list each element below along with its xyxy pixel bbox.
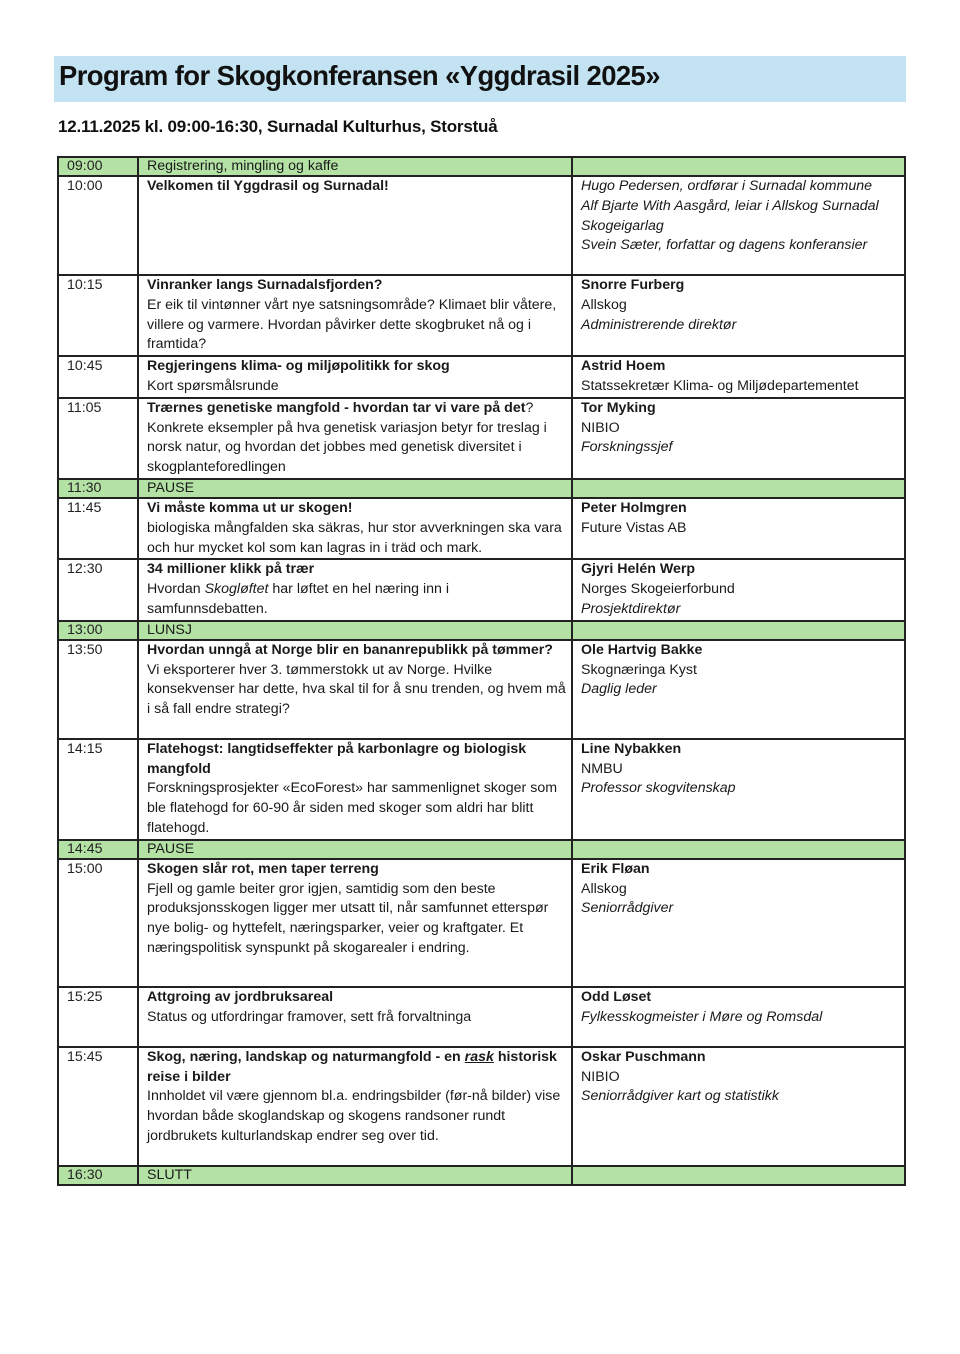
session-title — [147, 399, 571, 419]
speaker-org: Allskog — [581, 880, 627, 897]
speaker-org: Future Vistas AB — [581, 519, 687, 536]
program-row — [58, 356, 905, 398]
title-band — [54, 56, 906, 102]
break-label: PAUSE — [138, 479, 572, 498]
session-topic — [138, 176, 572, 275]
row-time: 09:00 — [58, 157, 138, 176]
row-time: 15:45 — [58, 1047, 138, 1166]
program-row — [58, 176, 905, 275]
session-title-emphasis: rask — [464, 1048, 494, 1065]
speaker-name: Astrid Hoem — [581, 358, 666, 375]
speaker-name: Peter Holmgren — [581, 499, 687, 516]
session-title-suffix: ? — [525, 399, 534, 416]
speaker-name: Ole Hartvig Bakke — [581, 641, 703, 658]
row-time: 11:05 — [58, 398, 138, 479]
speaker-name: Oskar Puschmann — [581, 1048, 706, 1065]
program-row — [58, 1047, 905, 1166]
empty-speaker-cell — [572, 479, 905, 498]
session-description: biologiska mångfalden ska säkras, hur stor avverkningen ska vara och hur mycket kol som kan lagras in i träd och mark. — [147, 519, 562, 556]
speaker-name: Tor Myking — [581, 399, 656, 416]
speaker-role: Daglig leder — [581, 681, 657, 698]
session-title: Skogen slår rot, men taper terreng — [147, 860, 379, 877]
session-topic — [138, 859, 572, 987]
session-speaker — [572, 176, 905, 275]
speaker-org: Statssekretær Klima- og Miljødepartementet — [581, 377, 859, 394]
session-speaker — [572, 559, 905, 620]
speaker-line: Svein Sæter, forfattar og dagens konferansier — [581, 237, 868, 254]
session-speaker — [572, 859, 905, 987]
speaker-name: Erik Fløan — [581, 860, 650, 877]
program-row — [58, 398, 905, 479]
row-time: 11:30 — [58, 479, 138, 498]
session-topic — [138, 275, 572, 356]
description-emphasis: Skogløftet — [204, 581, 269, 598]
description-text: har løftet en hel næring inn i samfunnsdebatten. — [147, 581, 450, 617]
row-time: 15:00 — [58, 859, 138, 987]
session-description: Innholdet vil være gjennom bl.a. endringsbilder (før-nå bilder) vise hvordan både skoglandskap og skogens randsoner rundt jordbrukets kulturlandskap endrer seg over tid. — [147, 1088, 561, 1144]
session-topic — [138, 398, 572, 479]
session-title: Vi måste komma ut ur skogen! — [147, 499, 353, 516]
row-time: 10:45 — [58, 356, 138, 398]
session-title: Velkomen til Yggdrasil og Surnadal! — [147, 178, 389, 194]
speaker-role: Prosjektdirektør — [581, 600, 681, 617]
session-topic — [138, 559, 572, 620]
session-topic — [138, 356, 572, 398]
session-speaker — [572, 640, 905, 739]
row-time: 12:30 — [58, 559, 138, 620]
break-label: LUNSJ — [138, 621, 572, 640]
speaker-name: Line Nybakken — [581, 740, 682, 757]
program-row — [58, 859, 905, 987]
session-speaker — [572, 739, 905, 840]
session-title: Regjeringens klima- og miljøpolitikk for skog — [147, 358, 450, 375]
description-text: Hvordan — [147, 581, 205, 598]
row-time: 16:30 — [58, 1166, 138, 1185]
session-description: Status og utfordringar framover, sett frå forvaltninga — [147, 1008, 472, 1025]
speaker-line: Hugo Pedersen, ordførar i Surnadal kommune — [581, 178, 872, 194]
speaker-name: Snorre Furberg — [581, 277, 685, 293]
speaker-org: Norges Skogeierforbund — [581, 581, 735, 598]
break-label: PAUSE — [138, 840, 572, 859]
session-speaker — [572, 398, 905, 479]
empty-speaker-cell — [572, 840, 905, 859]
session-topic — [138, 1047, 572, 1166]
program-row-break — [58, 621, 905, 640]
speaker-org: Allskog — [581, 296, 627, 313]
row-time: 14:45 — [58, 840, 138, 859]
session-speaker — [572, 356, 905, 398]
session-description: Forskningsprosjekter «EcoForest» har sammenlignet skoger som ble flatehogd for 60-90 år siden med skoger som aldri har blitt flatehogd. — [147, 780, 558, 836]
program-row — [58, 275, 905, 356]
program-table — [57, 156, 906, 1186]
session-topic — [138, 640, 572, 739]
session-title: 34 millioner klikk på trær — [147, 561, 315, 578]
session-description: Vi eksporterer hver 3. tømmerstokk ut av Norge. Hvilke konsekvenser har dette, hva skal til for å snu trenden, og hvem må i så fall endre strategi? — [147, 661, 566, 718]
speaker-name: Gjyri Helén Werp — [581, 561, 696, 578]
speaker-org: NIBIO — [581, 419, 620, 436]
row-time: 13:50 — [58, 640, 138, 739]
session-title-text: Trærnes genetiske mangfold - hvordan tar vi vare på det — [147, 399, 526, 416]
speaker-name: Odd Løset — [581, 988, 652, 1005]
event-date-location: 12.11.2025 kl. 09:00-16:30, Surnadal Kulturhus, Storstuå — [58, 117, 498, 136]
program-row-break — [58, 840, 905, 859]
speaker-role: Professor skogvitenskap — [581, 780, 736, 797]
session-title: Flatehogst: langtidseffekter på karbonlagre og biologisk mangfold — [147, 740, 527, 777]
session-speaker — [572, 987, 905, 1047]
row-time: 10:00 — [58, 176, 138, 275]
empty-speaker-cell — [572, 157, 905, 176]
session-title-text: Skog, næring, landskap og naturmangfold - en — [147, 1048, 465, 1065]
page-title: Program for Skogkonferansen «Yggdrasil 2025» — [59, 60, 660, 91]
session-speaker — [572, 275, 905, 356]
speaker-role: Fylkesskogmeister i Møre og Romsdal — [581, 1008, 823, 1025]
program-row — [58, 559, 905, 620]
speaker-role: Seniorrådgiver — [581, 900, 674, 917]
program-row-break — [58, 1166, 905, 1185]
session-description: Er eik til vintønner vårt nye satsningsområde? Klimaet blir våtere, villere og varmere. Hvordan påvirker dette skogbruket nå og i framtida? — [147, 296, 557, 353]
speaker-line: Alf Bjarte With Aasgård, leiar i Allskog Surnadal Skogeigarlag — [581, 197, 879, 234]
break-label: Registrering, mingling og kaffe — [138, 157, 572, 176]
session-title — [147, 1048, 571, 1088]
session-description: Konkrete eksempler på hva genetisk variasjon betyr for treslag i norsk natur, og hvordan det jobbes med genetisk diversitet i skogplanteforedlingen — [147, 419, 547, 476]
program-row — [58, 498, 905, 559]
session-topic — [138, 498, 572, 559]
row-time: 13:00 — [58, 621, 138, 640]
session-description — [147, 580, 571, 620]
speaker-role: Administrerende direktør — [581, 316, 737, 333]
session-topic — [138, 739, 572, 840]
program-row — [58, 987, 905, 1047]
empty-speaker-cell — [572, 621, 905, 640]
speaker-role: Forskningssjef — [581, 439, 673, 456]
program-row-break — [58, 479, 905, 498]
program-row — [58, 640, 905, 739]
session-speaker — [572, 498, 905, 559]
session-title: Vinranker langs Surnadalsfjorden? — [147, 277, 383, 293]
session-title: Hvordan unngå at Norge blir en bananrepublikk på tømmer? — [147, 641, 553, 658]
empty-speaker-cell — [572, 1166, 905, 1185]
speaker-org: NMBU — [581, 760, 623, 777]
session-title-text: historisk reise i bilder — [147, 1048, 557, 1085]
speaker-org: Skognæringa Kyst — [581, 661, 697, 678]
break-label: SLUTT — [138, 1166, 572, 1185]
row-time: 14:15 — [58, 739, 138, 840]
session-description: Kort spørsmålsrunde — [147, 377, 279, 394]
session-speaker — [572, 1047, 905, 1166]
session-description: Fjell og gamle beiter gror igjen, samtidig som den beste produksjonsskogen ligger mer utsatt til, når samfunnet etterspør nye bolig- og hyttefelt, næringsparker, veier og kraftgater. Et næringspolitisk synspunkt på skogarealer i endring. — [147, 880, 549, 956]
row-time: 10:15 — [58, 275, 138, 356]
row-time: 15:25 — [58, 987, 138, 1047]
row-time: 11:45 — [58, 498, 138, 559]
program-row-break — [58, 157, 905, 176]
speaker-role: Seniorrådgiver kart og statistikk — [581, 1088, 779, 1105]
speaker-org: NIBIO — [581, 1068, 620, 1085]
session-title: Attgroing av jordbruksareal — [147, 988, 334, 1005]
session-topic — [138, 987, 572, 1047]
program-row — [58, 739, 905, 840]
